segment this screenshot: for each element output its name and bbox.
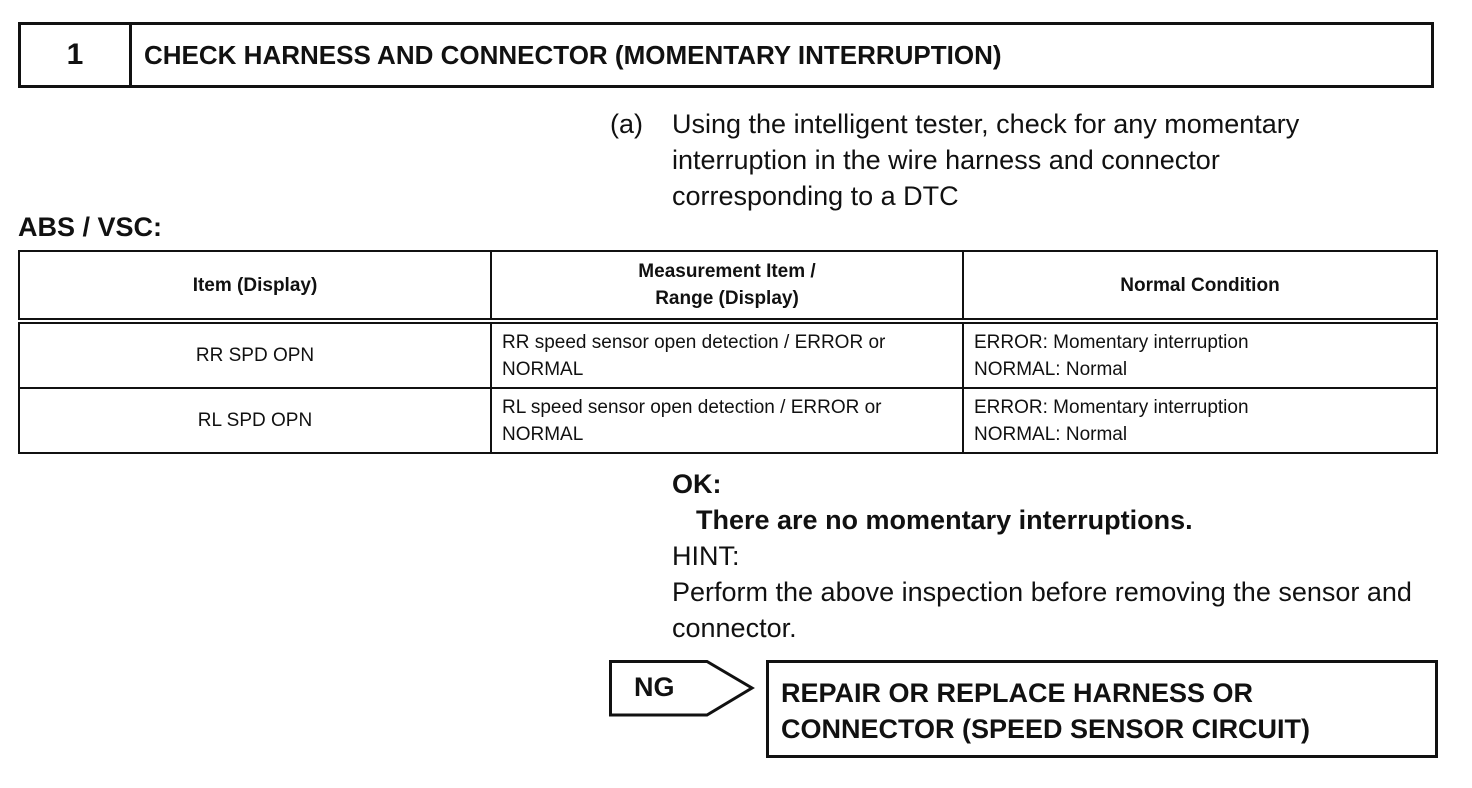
instruction-text: Using the intelligent tester, check for any momentary interruption in the wire harness and connector corresponding to a DTC xyxy=(672,109,1300,211)
instruction xyxy=(610,106,1410,214)
header-measurement xyxy=(491,251,963,321)
header-measurement-line2: Range (Display) xyxy=(655,288,799,309)
cell-measurement xyxy=(491,321,963,388)
cell-normal-condition xyxy=(963,388,1437,453)
cell-item: RL SPD OPN xyxy=(19,388,491,453)
ng-action-box xyxy=(766,660,1438,758)
cell-measurement-line2: NORMAL xyxy=(502,423,584,445)
header-item: Item (Display) xyxy=(19,251,491,321)
cell-measurement-line1: RL speed sensor open detection / ERROR or xyxy=(502,396,882,418)
cell-normal-line2: NORMAL: Normal xyxy=(974,423,1128,445)
header-measurement-line1: Measurement Item / xyxy=(638,261,816,282)
table-row xyxy=(19,321,1437,388)
cell-normal-condition xyxy=(963,321,1437,388)
step-number: 1 xyxy=(21,25,132,85)
header-normal-condition: Normal Condition xyxy=(963,251,1437,321)
section-label: ABS / VSC: xyxy=(18,212,163,242)
hint-text: Perform the above inspection before removing the sensor and connector. xyxy=(672,577,1412,643)
instruction-marker: (a) xyxy=(610,109,643,139)
ok-result: There are no momentary interruptions. xyxy=(696,505,1193,535)
ok-label: OK: xyxy=(672,469,722,499)
cell-measurement xyxy=(491,388,963,453)
step-title: CHECK HARNESS AND CONNECTOR (MOMENTARY INTERRUPTION) xyxy=(144,39,1002,70)
cell-normal-line2: NORMAL: Normal xyxy=(974,358,1128,380)
step-header xyxy=(18,22,1434,88)
cell-normal-line1: ERROR: Momentary interruption xyxy=(974,396,1249,418)
data-table xyxy=(18,250,1438,454)
cell-item: RR SPD OPN xyxy=(19,321,491,388)
ng-label: NG xyxy=(634,672,675,702)
ng-action-line2: CONNECTOR (SPEED SENSOR CIRCUIT) xyxy=(781,714,1311,744)
table-row xyxy=(19,388,1437,453)
cell-normal-line1: ERROR: Momentary interruption xyxy=(974,331,1249,353)
ok-block xyxy=(672,466,1412,646)
cell-measurement-line1: RR speed sensor open detection / ERROR or xyxy=(502,331,886,353)
cell-measurement-line2: NORMAL xyxy=(502,358,584,380)
hint-label: HINT: xyxy=(672,541,740,571)
table-header-row xyxy=(19,251,1437,321)
ng-action-line1: REPAIR OR REPLACE HARNESS OR xyxy=(781,678,1254,708)
ng-arrow-icon xyxy=(609,660,755,718)
